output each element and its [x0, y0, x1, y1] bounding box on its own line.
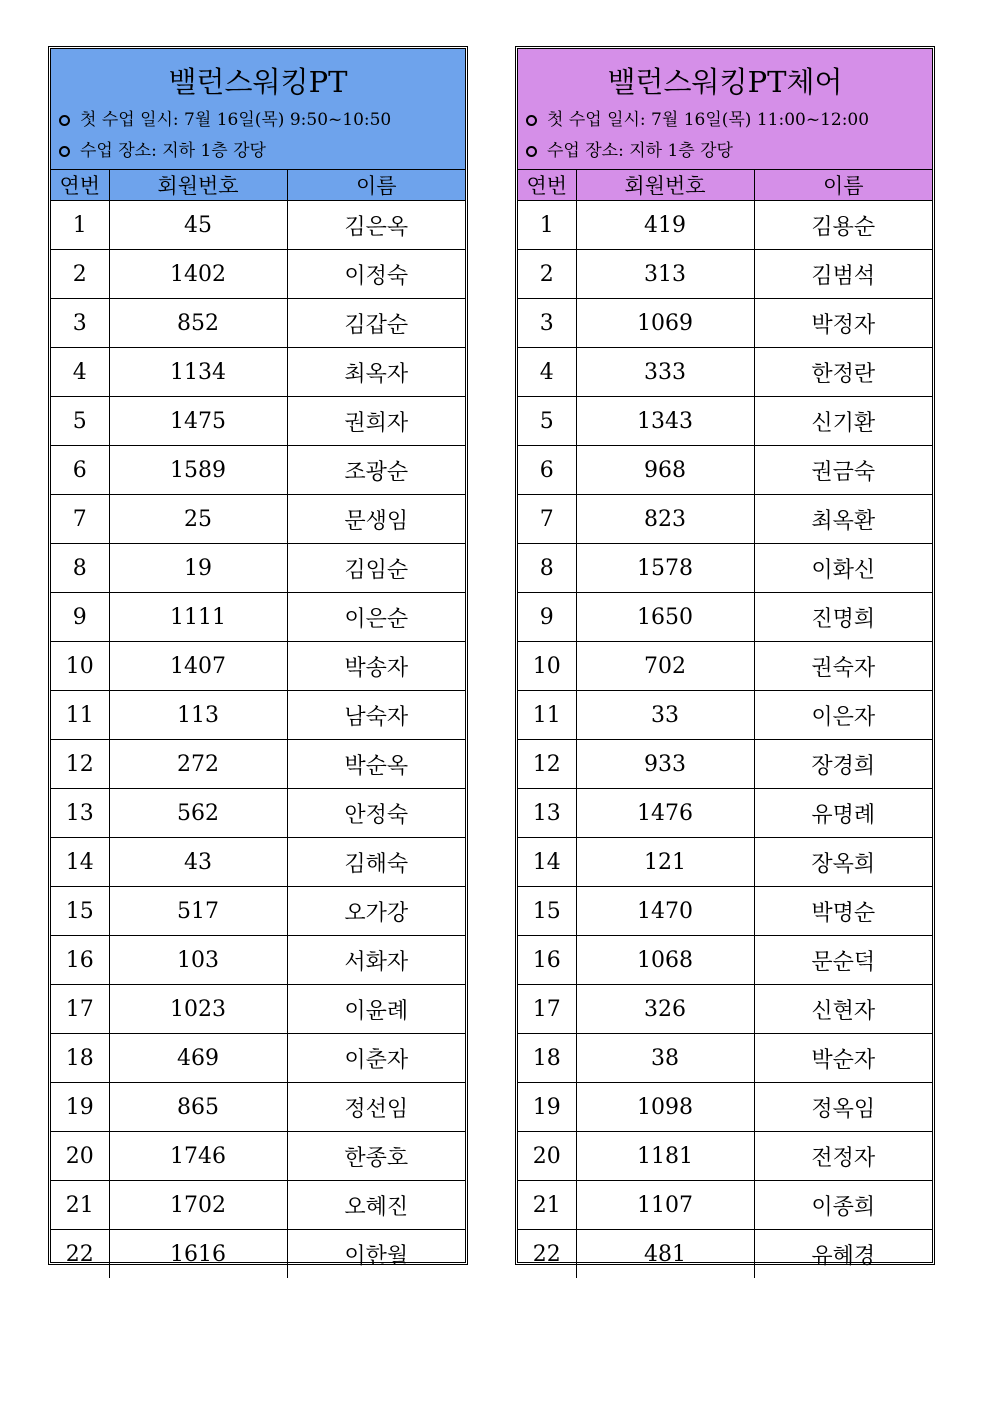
- cell-seq: 20: [518, 1132, 576, 1181]
- cell-member-no: 103: [109, 936, 287, 985]
- cell-seq: 7: [518, 495, 576, 544]
- left-header: [51, 49, 465, 170]
- cell-name: 이정숙: [287, 250, 465, 299]
- table-row: [518, 936, 932, 985]
- cell-member-no: 968: [576, 446, 754, 495]
- table-row: [518, 985, 932, 1034]
- cell-seq: 6: [518, 446, 576, 495]
- cell-name: 최옥자: [287, 348, 465, 397]
- cell-seq: 9: [518, 593, 576, 642]
- cell-seq: 17: [51, 985, 109, 1034]
- cell-seq: 4: [518, 348, 576, 397]
- cell-member-no: 469: [109, 1034, 287, 1083]
- cell-seq: 15: [51, 887, 109, 936]
- cell-name: 이윤례: [287, 985, 465, 1034]
- header-name: 이름: [754, 170, 932, 201]
- header-member-no: 회원번호: [109, 170, 287, 201]
- cell-name: 김임순: [287, 544, 465, 593]
- cell-member-no: 1107: [576, 1181, 754, 1230]
- cell-seq: 9: [51, 593, 109, 642]
- cell-member-no: 1702: [109, 1181, 287, 1230]
- cell-member-no: 1098: [576, 1083, 754, 1132]
- cell-name: 장옥희: [754, 838, 932, 887]
- cell-name: 권희자: [287, 397, 465, 446]
- left-schedule-text: 첫 수업 일시: 7월 16일(목) 9:50~10:50: [80, 110, 392, 130]
- table-row: [518, 250, 932, 299]
- table-row: [518, 838, 932, 887]
- cell-name: 이춘자: [287, 1034, 465, 1083]
- cell-member-no: 113: [109, 691, 287, 740]
- cell-name: 신기환: [754, 397, 932, 446]
- cell-member-no: 1616: [109, 1230, 287, 1279]
- cell-member-no: 333: [576, 348, 754, 397]
- cell-seq: 19: [518, 1083, 576, 1132]
- table-row: [518, 789, 932, 838]
- cell-member-no: 38: [576, 1034, 754, 1083]
- cell-seq: 1: [72, 212, 87, 238]
- left-info-schedule: [51, 105, 465, 136]
- cell-member-no: 852: [109, 299, 287, 348]
- table-row: [51, 1132, 465, 1181]
- cell-member-no: 45: [109, 201, 287, 250]
- cell-member-no: 19: [109, 544, 287, 593]
- table-row: [518, 642, 932, 691]
- cell-name: 서화자: [287, 936, 465, 985]
- cell-name: 안정숙: [287, 789, 465, 838]
- table-row: [51, 838, 465, 887]
- header-seq: 연번: [51, 170, 109, 201]
- right-info-schedule: [518, 105, 932, 136]
- cell-name: 최옥환: [754, 495, 932, 544]
- cell-member-no: 1343: [576, 397, 754, 446]
- cell-name: 박정자: [754, 299, 932, 348]
- cell-seq: 11: [51, 691, 109, 740]
- cell-name: 한종호: [287, 1132, 465, 1181]
- left-location-text: 수업 장소: 지하 1층 강당: [80, 141, 266, 161]
- cell-member-no: 33: [576, 691, 754, 740]
- table-row: [51, 1034, 465, 1083]
- cell-name: 박명순: [754, 887, 932, 936]
- table-row: [518, 397, 932, 446]
- cell-seq: 18: [51, 1034, 109, 1083]
- cell-member-no: 121: [576, 838, 754, 887]
- cell-member-no: 865: [109, 1083, 287, 1132]
- table-row: [51, 740, 465, 789]
- cell-name: 이은자: [754, 691, 932, 740]
- table-row: [518, 1230, 932, 1279]
- cell-seq: 4: [51, 348, 109, 397]
- cell-name: 문순덕: [754, 936, 932, 985]
- cell-seq: 16: [518, 936, 576, 985]
- cell-seq: 8: [51, 544, 109, 593]
- cell-name: 박순옥: [287, 740, 465, 789]
- cell-name: 문생임: [287, 495, 465, 544]
- left-info-location: [51, 136, 465, 167]
- cell-member-no: 1069: [576, 299, 754, 348]
- cell-name: 정선임: [287, 1083, 465, 1132]
- table-row: [51, 201, 465, 250]
- cell-member-no: 562: [109, 789, 287, 838]
- cell-seq: 5: [51, 397, 109, 446]
- table-row: [518, 691, 932, 740]
- cell-name: 오가강: [287, 887, 465, 936]
- cell-seq: 22: [51, 1230, 109, 1279]
- cell-seq: 1: [539, 212, 554, 238]
- cell-name: 유혜경: [754, 1230, 932, 1279]
- cell-seq: 16: [51, 936, 109, 985]
- cell-member-no: 1589: [109, 446, 287, 495]
- cell-name: 이화신: [754, 544, 932, 593]
- table-row: [518, 495, 932, 544]
- cell-member-no: 313: [576, 250, 754, 299]
- cell-seq: 6: [51, 446, 109, 495]
- cell-member-no: 1476: [576, 789, 754, 838]
- cell-member-no: 823: [576, 495, 754, 544]
- table-row: [518, 740, 932, 789]
- table-row: [518, 593, 932, 642]
- table-row: [51, 789, 465, 838]
- cell-name: 권금숙: [754, 446, 932, 495]
- cell-member-no: 481: [576, 1230, 754, 1279]
- cell-name: 정옥임: [754, 1083, 932, 1132]
- cell-member-no: 1578: [576, 544, 754, 593]
- cell-seq: 19: [51, 1083, 109, 1132]
- table-row: [51, 691, 465, 740]
- cell-seq: 8: [518, 544, 576, 593]
- cell-name: 김해숙: [287, 838, 465, 887]
- cell-name: 조광순: [287, 446, 465, 495]
- left-table-header: [51, 170, 465, 201]
- right-table: [518, 170, 932, 1278]
- table-row: [51, 397, 465, 446]
- cell-seq: 10: [518, 642, 576, 691]
- cell-member-no: 326: [576, 985, 754, 1034]
- bullet-icon: [59, 115, 70, 126]
- cell-seq: 7: [51, 495, 109, 544]
- table-row: [51, 299, 465, 348]
- cell-member-no: 1023: [109, 985, 287, 1034]
- table-row: [518, 299, 932, 348]
- table-row: [518, 887, 932, 936]
- cell-name: 박송자: [287, 642, 465, 691]
- header-name: 이름: [287, 170, 465, 201]
- left-roster-panel: [48, 46, 468, 1269]
- cell-member-no: 272: [109, 740, 287, 789]
- cell-seq: 17: [518, 985, 576, 1034]
- table-row: [518, 201, 932, 250]
- table-row: [51, 1083, 465, 1132]
- right-header: [518, 49, 932, 170]
- cell-member-no: 419: [576, 201, 754, 250]
- cell-seq: 12: [51, 740, 109, 789]
- cell-seq: 22: [518, 1230, 576, 1279]
- cell-seq: 10: [51, 642, 109, 691]
- cell-name: 김범석: [754, 250, 932, 299]
- cell-name: 김은옥: [287, 201, 465, 250]
- right-table-header: [518, 170, 932, 201]
- table-row: [51, 593, 465, 642]
- cell-name: 권숙자: [754, 642, 932, 691]
- table-row: [51, 1181, 465, 1230]
- cell-name: 김용순: [754, 201, 932, 250]
- right-schedule-text: 첫 수업 일시: 7월 16일(목) 11:00~12:00: [547, 110, 870, 130]
- table-row: [518, 1132, 932, 1181]
- cell-name: 진명희: [754, 593, 932, 642]
- cell-member-no: 1111: [109, 593, 287, 642]
- table-row: [51, 544, 465, 593]
- cell-name: 오혜진: [287, 1181, 465, 1230]
- cell-member-no: 43: [109, 838, 287, 887]
- bullet-icon: [526, 115, 537, 126]
- cell-name: 신현자: [754, 985, 932, 1034]
- cell-seq: 18: [518, 1034, 576, 1083]
- right-title: 밸런스워킹PT체어: [607, 65, 843, 99]
- cell-member-no: 702: [576, 642, 754, 691]
- cell-member-no: 1746: [109, 1132, 287, 1181]
- cell-name: 한정란: [754, 348, 932, 397]
- table-row: [51, 446, 465, 495]
- left-table: [51, 170, 465, 1278]
- table-row: [51, 250, 465, 299]
- cell-seq: 20: [51, 1132, 109, 1181]
- cell-name: 전정자: [754, 1132, 932, 1181]
- right-info-location: [518, 136, 932, 167]
- cell-seq: 3: [51, 299, 109, 348]
- cell-member-no: 1068: [576, 936, 754, 985]
- table-row: [518, 1181, 932, 1230]
- cell-member-no: 1134: [109, 348, 287, 397]
- cell-seq: 15: [518, 887, 576, 936]
- cell-member-no: 933: [576, 740, 754, 789]
- bullet-icon: [59, 146, 70, 157]
- table-row: [51, 1230, 465, 1279]
- table-row: [51, 887, 465, 936]
- cell-seq: 14: [518, 838, 576, 887]
- cell-member-no: 1650: [576, 593, 754, 642]
- cell-name: 김갑순: [287, 299, 465, 348]
- table-row: [51, 642, 465, 691]
- cell-member-no: 1402: [109, 250, 287, 299]
- cell-member-no: 1470: [576, 887, 754, 936]
- cell-seq: 11: [518, 691, 576, 740]
- cell-name: 장경희: [754, 740, 932, 789]
- cell-member-no: 1181: [576, 1132, 754, 1181]
- table-row: [51, 936, 465, 985]
- cell-seq: 21: [51, 1181, 109, 1230]
- cell-name: 유명례: [754, 789, 932, 838]
- table-row: [518, 446, 932, 495]
- cell-member-no: 517: [109, 887, 287, 936]
- table-row: [518, 348, 932, 397]
- bullet-icon: [526, 146, 537, 157]
- cell-member-no: 1407: [109, 642, 287, 691]
- left-title: 밸런스워킹PT: [168, 65, 348, 99]
- cell-seq: 13: [518, 789, 576, 838]
- cell-seq: 13: [51, 789, 109, 838]
- cell-seq: 3: [518, 299, 576, 348]
- cell-seq: 12: [518, 740, 576, 789]
- right-roster-panel: [515, 46, 935, 1269]
- cell-member-no: 25: [109, 495, 287, 544]
- header-seq: 연번: [518, 170, 576, 201]
- cell-seq: 2: [51, 250, 109, 299]
- table-row: [518, 1083, 932, 1132]
- table-row: [51, 985, 465, 1034]
- table-row: [51, 348, 465, 397]
- cell-name: 이은순: [287, 593, 465, 642]
- cell-name: 남숙자: [287, 691, 465, 740]
- cell-name: 이한월: [287, 1230, 465, 1279]
- header-member-no: 회원번호: [576, 170, 754, 201]
- table-row: [518, 544, 932, 593]
- cell-seq: 5: [518, 397, 576, 446]
- cell-name: 박순자: [754, 1034, 932, 1083]
- right-location-text: 수업 장소: 지하 1층 강당: [547, 141, 733, 161]
- cell-name: 이종희: [754, 1181, 932, 1230]
- cell-seq: 2: [518, 250, 576, 299]
- cell-member-no: 1475: [109, 397, 287, 446]
- table-row: [51, 495, 465, 544]
- cell-seq: 14: [51, 838, 109, 887]
- table-row: [518, 1034, 932, 1083]
- cell-seq: 21: [518, 1181, 576, 1230]
